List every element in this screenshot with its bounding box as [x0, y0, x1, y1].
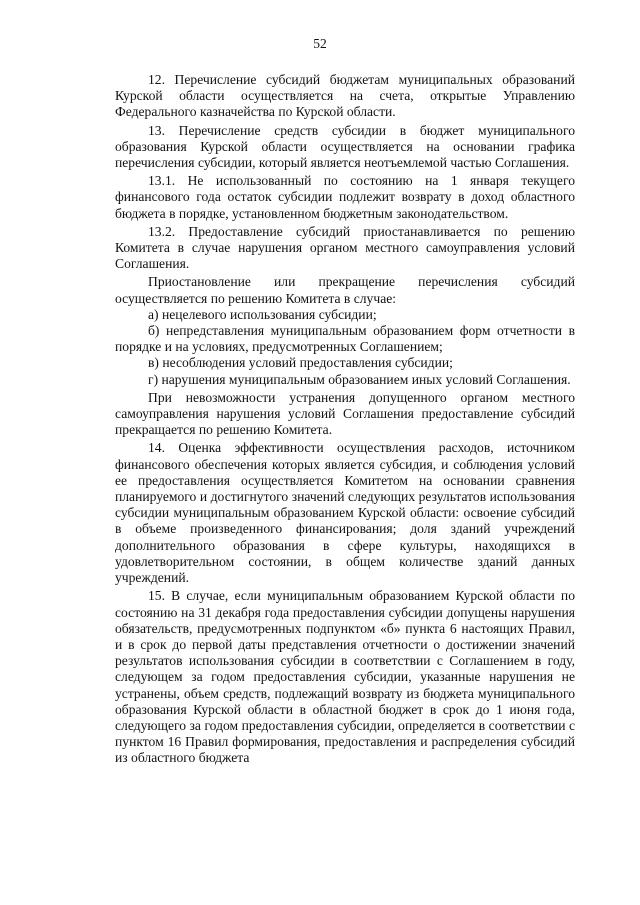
list-item-a: а) нецелевого использования субсидии;	[148, 306, 377, 322]
paragraph-12: 12. Перечисление субсидий бюджетам муниципальных образований Курской области осуществляется на счета, открытые Управлению Федерального казначейства по Курской области.	[115, 72, 575, 120]
paragraph-13-1: 13.1. Не использованный по состоянию на 1 января текущего финансового года остаток субсидии подлежит возврату в доход областного бюджета в порядке, установленном бюджетным законодательством.	[115, 173, 575, 221]
list-item-v: в) несоблюдения условий предоставления субсидии;	[148, 355, 453, 371]
paragraph-termination: При невозможности устранения допущенного органом местного самоуправления нарушения условий Соглашения предоставление субсидий прекращается по решению Комитета.	[115, 389, 575, 438]
paragraph-13: 13. Перечисление средств субсидии в бюджет муниципального образования Курской области осуществляется на основании графика перечисления субсидии, который является неотъемлемой частью Соглашения.	[115, 122, 575, 171]
list-item-g: г) нарушения муниципальным образованием иных условий Соглашения.	[148, 371, 571, 387]
paragraph-13-2: 13.2. Предоставление субсидий приостанавливается по решению Комитета в случае нарушения органом местного самоуправления условий Соглашения.	[115, 223, 575, 272]
list-item-b: б) непредставления муниципальным образованием форм отчетности в порядке и на условиях, предусмотренных Соглашением;	[115, 323, 575, 355]
document-body	[115, 72, 575, 767]
paragraph-14: 14. Оценка эффективности осуществления расходов, источником финансового обеспечения которых является субсидия, и соблюдения условий ее предоставления осуществляется Комитетом на основании сравнения планируемого и достигнутого значений следующих результатов использования субсидии муниципальным образованием Курской области: освоение субсидий в объеме произведенного финансирования; доля зданий учреждений дополнительного образования в сфере культуры, находящихся в удовлетворительном состоянии, в общем количестве зданий данных учреждений.	[115, 440, 575, 586]
paragraph-suspension: Приостановление или прекращение перечисления субсидий осуществляется по решению Комитета в случае:	[115, 274, 575, 306]
paragraph-15: 15. В случае, если муниципальным образованием Курской области по состоянию на 31 декабря года предоставления субсидии допущены нарушения обязательств, предусмотренных подпунктом «б» пункта 6 настоящих Правил, и в срок до первой даты представления отчетности о достижении значений результатов использования субсидии в соответствии с Соглашением в году, следующем за годом предоставления субсидии, указанные нарушения не устранены, объем средств, подлежащий возврату из бюджета муниципального образования Курской области в областной бюджет в срок до 1 июня года, следующего за годом предоставления субсидии, определяется в соответствии с пунктом 16 Правил формирования, предоставления и распределения субсидий из областного бюджета	[115, 588, 575, 766]
page-number: 52	[313, 36, 327, 51]
